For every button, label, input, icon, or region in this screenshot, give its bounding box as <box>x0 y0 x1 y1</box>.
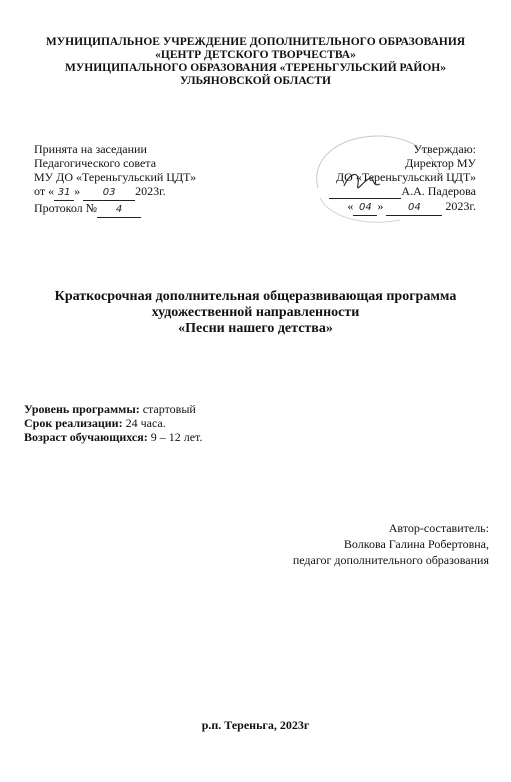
approved-line-2: Директор МУ <box>405 156 476 170</box>
age-label: Возраст обучающихся: <box>24 430 148 444</box>
accepted-line-2: Педагогического совета <box>34 156 157 170</box>
approved-month: 04 <box>386 201 442 216</box>
accepted-date <box>34 184 254 201</box>
protocol-label: Протокол № <box>34 201 98 215</box>
approved-date <box>300 199 476 216</box>
approved-signer: А.А. Падерова <box>401 184 476 198</box>
approved-date-close: » <box>377 199 384 213</box>
author-block <box>293 520 489 568</box>
title-line-3: «Песни нашего детства» <box>178 321 333 336</box>
term-row <box>24 416 202 430</box>
level-row <box>24 402 202 416</box>
approved-line-1: Утверждаю: <box>413 142 476 156</box>
signature-underline <box>329 184 401 199</box>
age-row <box>24 430 202 444</box>
header-line-2: «ЦЕНТР ДЕТСКОГО ТВОРЧЕСТВА» <box>155 49 356 61</box>
accepted-year: 2023г. <box>135 184 166 198</box>
accepted-day: 31 <box>54 186 74 201</box>
accepted-date-mid: » <box>74 184 81 198</box>
accepted-date-prefix: от « <box>34 184 55 198</box>
protocol-number: 4 <box>97 203 141 218</box>
approved-date-open: « <box>347 199 354 213</box>
approved-line-3: ДО «Тереньгульский ЦДТ» <box>336 170 476 184</box>
header-line-1: МУНИЦИПАЛЬНОЕ УЧРЕЖДЕНИЕ ДОПОЛНИТЕЛЬНОГО ОБРАЗОВАНИЯ <box>45 36 466 48</box>
approved-signature-line <box>300 184 476 199</box>
author-name: Волкова Галина Робертовна, <box>343 537 489 551</box>
author-label: Автор-составитель: <box>388 521 489 535</box>
place-year: р.п. Тереньга, 2023г <box>201 718 310 732</box>
title-line-1: Краткосрочная дополнительная общеразвивающая программа <box>54 289 457 304</box>
term-label: Срок реализации: <box>24 416 123 430</box>
level-label: Уровень программы: <box>24 402 140 416</box>
term-value: 24 часа. <box>122 416 166 430</box>
title-line-2: художественной направленности <box>151 305 360 320</box>
accepted-month: 03 <box>83 186 135 201</box>
author-position: педагог дополнительного образования <box>292 553 489 567</box>
age-value: 9 – 12 лет. <box>147 430 203 444</box>
accepted-block <box>34 142 254 218</box>
program-parameters <box>24 402 202 444</box>
header-line-4: УЛЬЯНОВСКОЙ ОБЛАСТИ <box>180 75 331 87</box>
approved-day: 04 <box>353 201 377 216</box>
program-title <box>0 289 511 337</box>
accepted-line-3: МУ ДО «Тереньгульский ЦДТ» <box>34 170 197 184</box>
approved-year: 2023г. <box>445 199 476 213</box>
approved-block <box>300 142 476 216</box>
accepted-line-1: Принята на заседании <box>34 142 147 156</box>
accepted-protocol <box>34 201 254 218</box>
organization-header <box>0 36 511 88</box>
level-value: стартовый <box>139 402 196 416</box>
header-line-3: МУНИЦИПАЛЬНОГО ОБРАЗОВАНИЯ «ТЕРЕНЬГУЛЬСКИЙ РАЙОН» <box>64 62 446 74</box>
